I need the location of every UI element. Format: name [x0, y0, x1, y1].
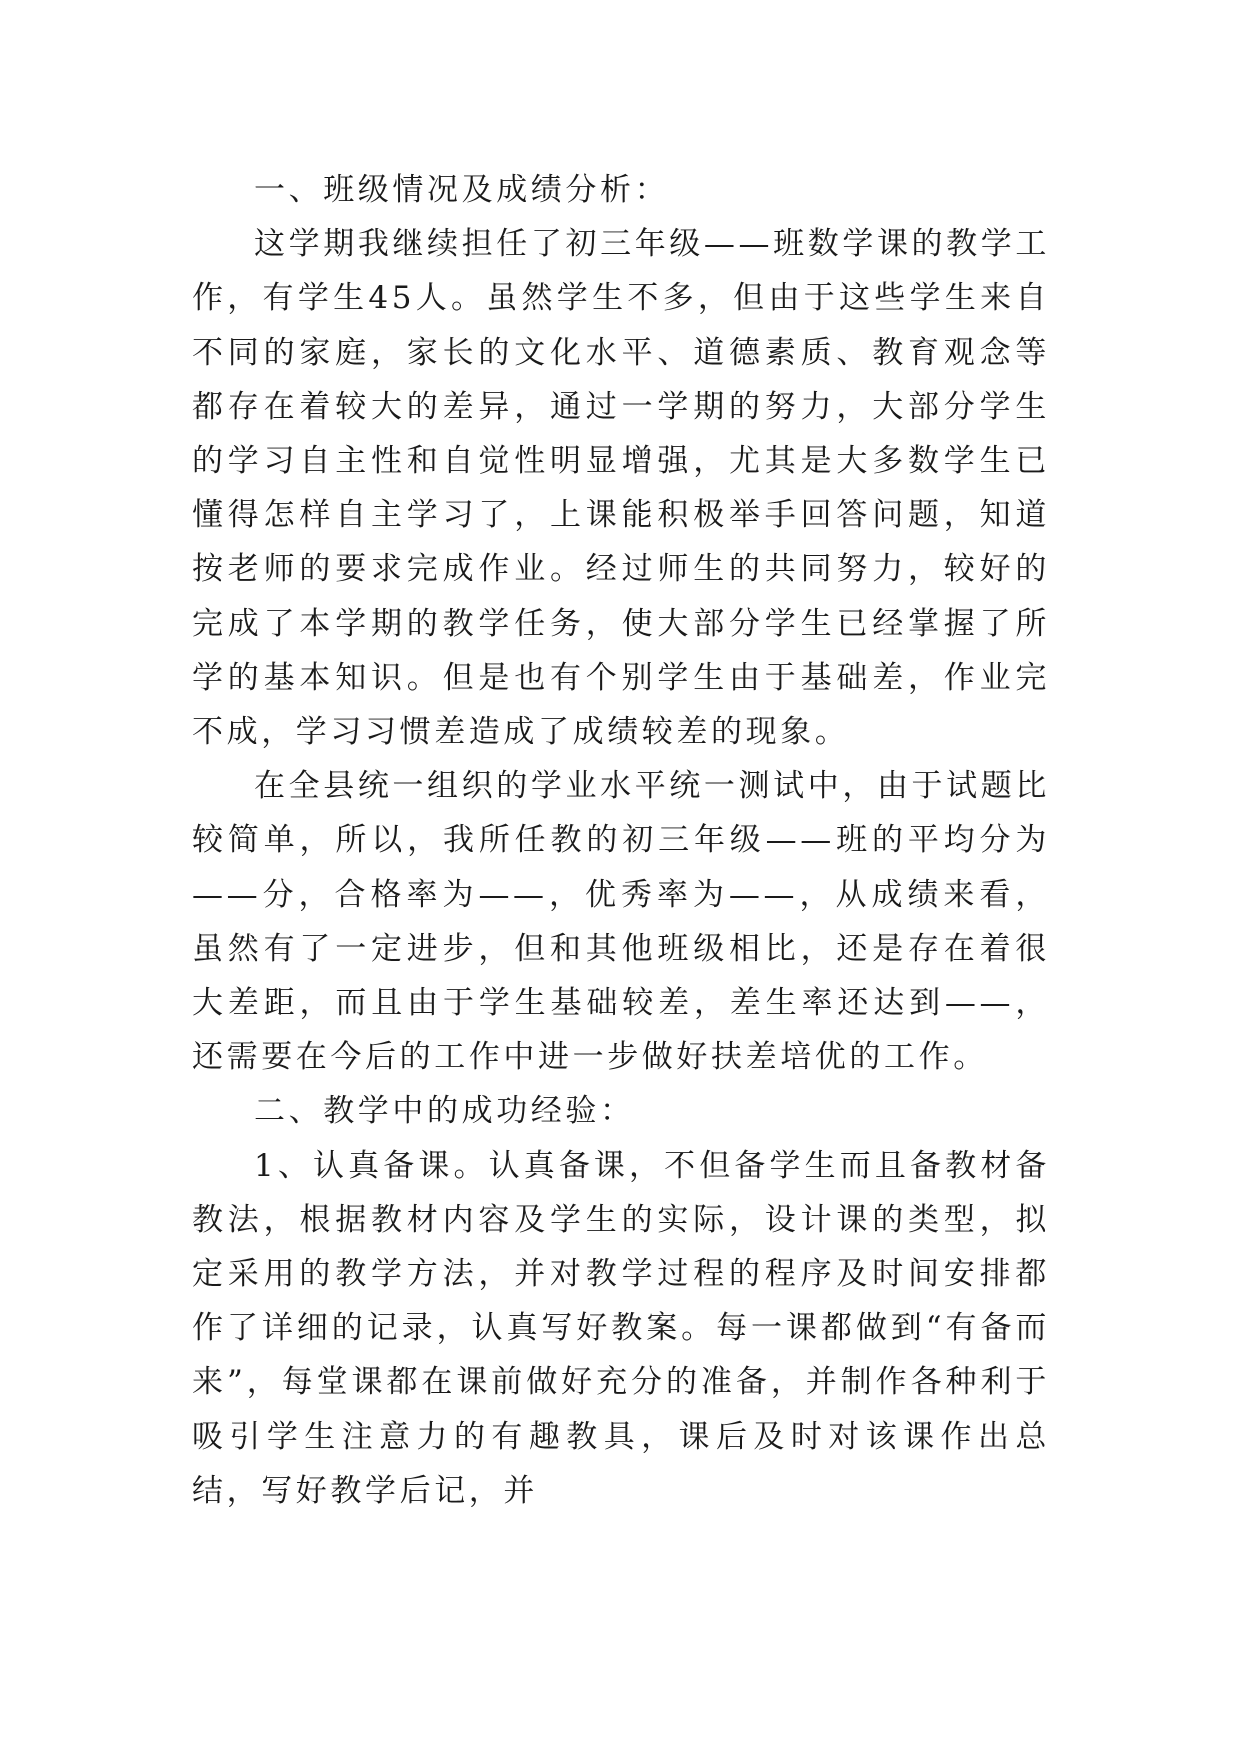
document-page: [192, 163, 1050, 1518]
paragraph-test-results: 在全县统一组织的学业水平统一测试中，由于试题比较简单，所以，我所任教的初三年级——班的平均分为——分，合格率为——，优秀率为——，从成绩来看，虽然有了一定进步，但和其他班级相比，还是存在着很大差距，而且由于学生基础较差，差生率还达到——，还需要在今后的工作中进一步做好扶差培优的工作。: [192, 768, 1050, 1076]
paragraph-lesson-preparation: 1、认真备课。认真备课，不但备学生而且备教材备教法，根据教材内容及学生的实际，设计课的类型，拟定采用的教学方法，并对教学过程的程序及时间安排都作了详细的记录，认真写好教案。每一课都做到“有备而来”，每堂课都在课前做好充分的准备，并制作各种利于吸引学生注意力的有趣教具，课后及时对该课作出总结，写好教学后记，并: [192, 1147, 1050, 1509]
heading-teaching-experience: 二、教学中的成功经验：: [254, 1093, 635, 1130]
paragraph-class-overview: 这学期我继续担任了初三年级——班数学课的教学工作，有学生45人。虽然学生不多，但由于这些学生来自不同的家庭，家长的文化水平、道德素质、教育观念等都存在着较大的差异，通过一学期的努力，大部分学生的学习自主性和自觉性明显增强，尤其是大多数学生已懂得怎样自主学习了，上课能积极举手回答问题，知道按老师的要求完成作业。经过师生的共同努力，较好的完成了本学期的教学任务，使大部分学生已经掌握了所学的基本知识。但是也有个别学生由于基础差，作业完不成，学习习惯差造成了成绩较差的现象。: [192, 226, 1050, 751]
heading-class-situation: 一、班级情况及成绩分析：: [254, 172, 670, 208]
